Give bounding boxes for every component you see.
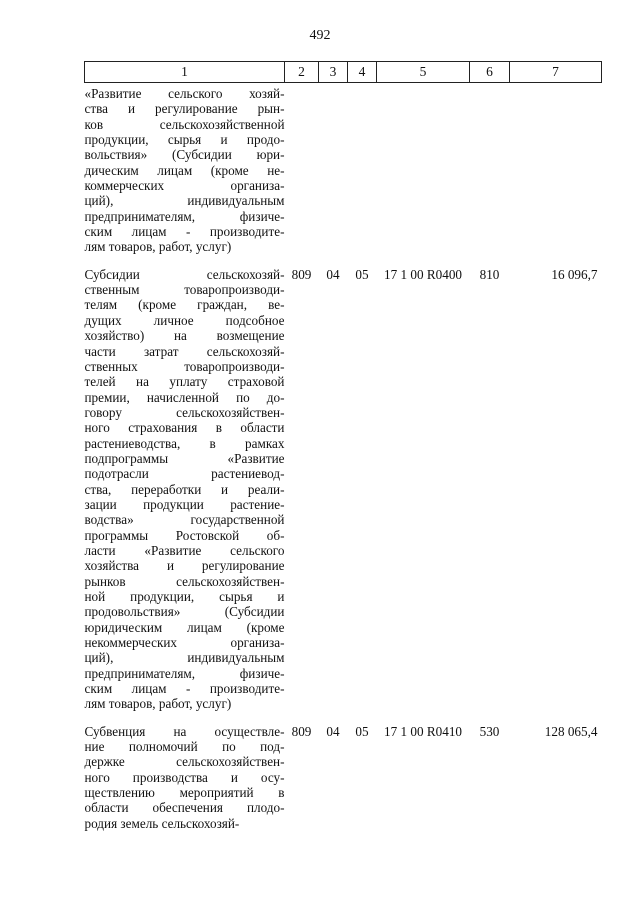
description-line: ние полномочий по под- bbox=[84, 739, 285, 755]
description-line: подпрограммы «Развитие bbox=[84, 450, 285, 466]
cell-subsection: 05 bbox=[355, 266, 369, 282]
description-line: дическим лицам (кроме не- bbox=[84, 162, 285, 178]
cell-ministry: 809 bbox=[291, 723, 312, 739]
description-line: предпринимателям, физиче- bbox=[84, 665, 285, 681]
row-description bbox=[85, 83, 285, 255]
description-line: хозяйства и регулирование bbox=[84, 558, 285, 574]
cell-ministry: 809 bbox=[291, 266, 312, 282]
description-line: растениеводства, в рамках bbox=[84, 435, 285, 451]
description-line: коммерческих организа- bbox=[84, 178, 285, 194]
header-col-4: 4 bbox=[348, 62, 377, 83]
description-line: Субсидии сельскохозяй- bbox=[84, 266, 285, 282]
header-col-6: 6 bbox=[470, 62, 510, 83]
description-line: предпринимателям, физиче- bbox=[84, 208, 285, 224]
table-header-row bbox=[85, 62, 602, 83]
cell-section bbox=[319, 83, 348, 255]
description-line: премии, начисленной по до- bbox=[84, 389, 285, 405]
description-line: продукции, сырья и продо- bbox=[84, 132, 285, 148]
description-line: ства, переработки и реали- bbox=[84, 481, 285, 497]
header-col-2: 2 bbox=[285, 62, 319, 83]
cell-target-article bbox=[377, 83, 470, 255]
cell-expense-type: 810 bbox=[479, 266, 500, 282]
header-col-7: 7 bbox=[510, 62, 602, 83]
page-number: 492 bbox=[309, 28, 331, 43]
description-line: ским лицам - производите- bbox=[84, 224, 285, 240]
table-row bbox=[85, 255, 602, 712]
description-line: подотрасли растениевод- bbox=[84, 466, 285, 482]
description-line: телям (кроме граждан, ве- bbox=[84, 297, 285, 313]
cell-section: 04 bbox=[326, 723, 340, 739]
header-col-1: 1 bbox=[85, 62, 285, 83]
header-col-3: 3 bbox=[319, 62, 348, 83]
description-line: ственных товаропроизводи- bbox=[84, 358, 285, 374]
description-line: части затрат сельскохозяй- bbox=[84, 343, 285, 359]
description-line: юридическим лицам (кроме bbox=[84, 619, 285, 635]
row-description bbox=[85, 712, 285, 831]
description-line: лям товаров, работ, услуг) bbox=[84, 696, 232, 712]
description-line: говору сельскохозяйствен- bbox=[84, 404, 285, 420]
description-line: программы Ростовской об- bbox=[84, 527, 285, 543]
description-line: ций), индивидуальным bbox=[84, 193, 285, 209]
description-line: ществлению мероприятий в bbox=[84, 785, 285, 801]
cell-amount: 16 096,7 bbox=[551, 266, 598, 282]
description-line: ций), индивидуальным bbox=[84, 650, 285, 666]
table-row bbox=[85, 712, 602, 831]
description-line: хозяйство) на возмещение bbox=[84, 328, 285, 344]
cell-ministry bbox=[285, 83, 319, 255]
cell-target-article: 17 1 00 R0410 bbox=[383, 723, 463, 739]
description-line: некоммерческих организа- bbox=[84, 635, 285, 651]
cell-target-article: 17 1 00 R0400 bbox=[383, 266, 463, 282]
description-line: ства и регулирование рын- bbox=[84, 101, 285, 117]
cell-expense-type: 530 bbox=[479, 723, 500, 739]
cell-section: 04 bbox=[326, 266, 340, 282]
description-line: лям товаров, работ, услуг) bbox=[84, 239, 232, 255]
header-col-5: 5 bbox=[377, 62, 470, 83]
description-line: ственным товаропроизводи- bbox=[84, 282, 285, 298]
description-line: продовольствия» (Субсидии bbox=[84, 604, 285, 620]
description-line: дущих личное подсобное bbox=[84, 312, 285, 328]
budget-table bbox=[84, 61, 602, 831]
description-line: держке сельскохозяйствен- bbox=[84, 754, 285, 770]
description-line: телей на уплату страховой bbox=[84, 374, 285, 390]
description-line: ного производства и осу- bbox=[84, 769, 285, 785]
description-line: области обеспечения плодо- bbox=[84, 800, 285, 816]
description-line: ного страхования в области bbox=[84, 420, 285, 436]
row-description bbox=[85, 255, 285, 712]
cell-subsection bbox=[348, 83, 377, 255]
description-line: рынков сельскохозяйствен- bbox=[84, 573, 285, 589]
table-body bbox=[85, 83, 602, 832]
cell-subsection: 05 bbox=[355, 723, 369, 739]
table-row bbox=[85, 83, 602, 255]
description-line: ласти «Развитие сельского bbox=[84, 542, 285, 558]
description-line: ков сельскохозяйственной bbox=[84, 116, 285, 132]
description-line: родия земель сельскохозяй- bbox=[84, 815, 240, 831]
description-line: ной продукции, сырья и bbox=[84, 589, 285, 604]
description-line: «Развитие сельского хозяй- bbox=[84, 86, 285, 101]
description-line: вольствия» (Субсидии юри- bbox=[84, 147, 285, 163]
description-line: ским лицам - производите- bbox=[84, 681, 285, 697]
description-line: зации продукции растение- bbox=[84, 496, 285, 512]
description-line: Субвенция на осуществле- bbox=[84, 723, 285, 739]
description-line: водства» государственной bbox=[84, 512, 285, 528]
cell-amount: 128 065,4 bbox=[544, 723, 598, 739]
cell-amount bbox=[510, 83, 602, 255]
cell-expense-type bbox=[470, 83, 510, 255]
